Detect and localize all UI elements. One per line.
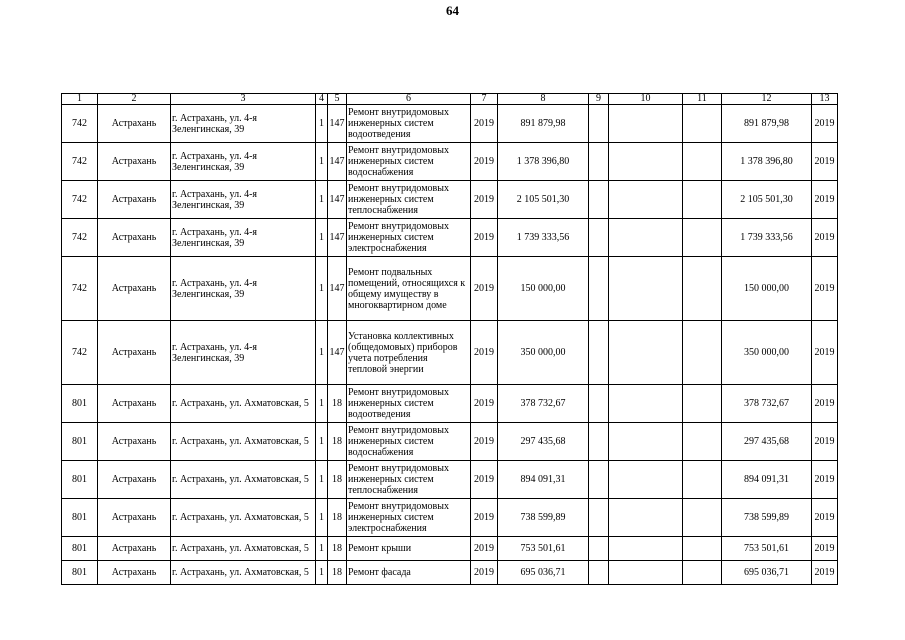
col10-cell: [609, 423, 683, 461]
table-row: [62, 181, 838, 219]
locality-cell: Астрахань: [98, 385, 171, 423]
col10-cell: [609, 257, 683, 321]
row-number-cell: 742: [62, 321, 98, 385]
year-cell: 2019: [471, 561, 498, 585]
table-row: [62, 219, 838, 257]
col13-cell: 2019: [812, 105, 838, 143]
table-row: [62, 385, 838, 423]
col4-cell: 1: [316, 537, 328, 561]
table-row: [62, 499, 838, 537]
row-number-cell: 801: [62, 461, 98, 499]
column-header: 13: [812, 94, 838, 105]
year-cell: 2019: [471, 105, 498, 143]
col4-cell: 1: [316, 257, 328, 321]
address-cell: г. Астрахань, ул. Ахматовская, 5: [171, 461, 316, 499]
col13-cell: 2019: [812, 219, 838, 257]
col11-cell: [683, 257, 722, 321]
total-cost-cell: 378 732,67: [722, 385, 812, 423]
cost-cell: 150 000,00: [498, 257, 589, 321]
col4-cell: 1: [316, 461, 328, 499]
col5-cell: 18: [328, 561, 347, 585]
row-number-cell: 801: [62, 423, 98, 461]
cost-cell: 891 879,98: [498, 105, 589, 143]
col10-cell: [609, 219, 683, 257]
page-number: 64: [446, 3, 459, 18]
address-cell: г. Астрахань, ул. Ахматовская, 5: [171, 385, 316, 423]
col11-cell: [683, 537, 722, 561]
table-row: [62, 537, 838, 561]
table-row: [62, 105, 838, 143]
col5-cell: 18: [328, 461, 347, 499]
work-type-cell: Установка коллективных (общедомовых) приборов учета потребления тепловой энергии: [347, 321, 471, 385]
work-type-cell: Ремонт внутридомовых инженерных систем теплоснабжения: [347, 461, 471, 499]
year-cell: 2019: [471, 499, 498, 537]
repair-register-table: [61, 93, 838, 585]
col9-cell: [589, 181, 609, 219]
total-cost-cell: 350 000,00: [722, 321, 812, 385]
row-number-cell: 742: [62, 257, 98, 321]
cost-cell: 894 091,31: [498, 461, 589, 499]
address-cell: г. Астрахань, ул. 4-я Зеленгинская, 39: [171, 105, 316, 143]
col5-cell: 147: [328, 257, 347, 321]
table-row: [62, 321, 838, 385]
year-cell: 2019: [471, 423, 498, 461]
col4-cell: 1: [316, 143, 328, 181]
work-type-cell: Ремонт внутридомовых инженерных систем водоотведения: [347, 105, 471, 143]
total-cost-cell: 297 435,68: [722, 423, 812, 461]
column-header: 4: [316, 94, 328, 105]
address-cell: г. Астрахань, ул. Ахматовская, 5: [171, 537, 316, 561]
col5-cell: 147: [328, 105, 347, 143]
col10-cell: [609, 385, 683, 423]
work-type-cell: Ремонт внутридомовых инженерных систем электроснабжения: [347, 499, 471, 537]
cost-cell: 738 599,89: [498, 499, 589, 537]
col9-cell: [589, 423, 609, 461]
row-number-cell: 801: [62, 537, 98, 561]
col9-cell: [589, 143, 609, 181]
col4-cell: 1: [316, 499, 328, 537]
address-cell: г. Астрахань, ул. Ахматовская, 5: [171, 423, 316, 461]
col11-cell: [683, 561, 722, 585]
col13-cell: 2019: [812, 321, 838, 385]
col13-cell: 2019: [812, 461, 838, 499]
col9-cell: [589, 499, 609, 537]
col10-cell: [609, 321, 683, 385]
total-cost-cell: 150 000,00: [722, 257, 812, 321]
total-cost-cell: 695 036,71: [722, 561, 812, 585]
col4-cell: 1: [316, 219, 328, 257]
col4-cell: 1: [316, 561, 328, 585]
column-header: 3: [171, 94, 316, 105]
col9-cell: [589, 257, 609, 321]
total-cost-cell: 894 091,31: [722, 461, 812, 499]
row-number-cell: 742: [62, 105, 98, 143]
col13-cell: 2019: [812, 499, 838, 537]
column-header: 11: [683, 94, 722, 105]
locality-cell: Астрахань: [98, 321, 171, 385]
column-header: 6: [347, 94, 471, 105]
total-cost-cell: 753 501,61: [722, 537, 812, 561]
row-number-cell: 801: [62, 499, 98, 537]
locality-cell: Астрахань: [98, 461, 171, 499]
col10-cell: [609, 499, 683, 537]
col10-cell: [609, 143, 683, 181]
cost-cell: 378 732,67: [498, 385, 589, 423]
col5-cell: 147: [328, 219, 347, 257]
col13-cell: 2019: [812, 143, 838, 181]
row-number-cell: 742: [62, 143, 98, 181]
column-number-row: [62, 94, 838, 105]
col5-cell: 147: [328, 321, 347, 385]
year-cell: 2019: [471, 219, 498, 257]
locality-cell: Астрахань: [98, 423, 171, 461]
work-type-cell: Ремонт внутридомовых инженерных систем теплоснабжения: [347, 181, 471, 219]
total-cost-cell: 2 105 501,30: [722, 181, 812, 219]
year-cell: 2019: [471, 257, 498, 321]
work-type-cell: Ремонт внутридомовых инженерных систем водоотведения: [347, 385, 471, 423]
col11-cell: [683, 143, 722, 181]
col10-cell: [609, 561, 683, 585]
locality-cell: Астрахань: [98, 219, 171, 257]
col11-cell: [683, 321, 722, 385]
year-cell: 2019: [471, 537, 498, 561]
year-cell: 2019: [471, 181, 498, 219]
work-type-cell: Ремонт внутридомовых инженерных систем водоснабжения: [347, 143, 471, 181]
work-type-cell: Ремонт внутридомовых инженерных систем водоснабжения: [347, 423, 471, 461]
address-cell: г. Астрахань, ул. 4-я Зеленгинская, 39: [171, 321, 316, 385]
col5-cell: 147: [328, 143, 347, 181]
col4-cell: 1: [316, 321, 328, 385]
col9-cell: [589, 561, 609, 585]
col9-cell: [589, 321, 609, 385]
cost-cell: 1 739 333,56: [498, 219, 589, 257]
column-header: 5: [328, 94, 347, 105]
row-number-cell: 801: [62, 385, 98, 423]
locality-cell: Астрахань: [98, 537, 171, 561]
col13-cell: 2019: [812, 181, 838, 219]
cost-cell: 695 036,71: [498, 561, 589, 585]
col5-cell: 147: [328, 181, 347, 219]
address-cell: г. Астрахань, ул. 4-я Зеленгинская, 39: [171, 257, 316, 321]
col10-cell: [609, 537, 683, 561]
work-type-cell: Ремонт подвальных помещений, относящихся к общему имуществу в многоквартирном доме: [347, 257, 471, 321]
col9-cell: [589, 105, 609, 143]
locality-cell: Астрахань: [98, 181, 171, 219]
col5-cell: 18: [328, 423, 347, 461]
col11-cell: [683, 423, 722, 461]
year-cell: 2019: [471, 461, 498, 499]
column-header: 12: [722, 94, 812, 105]
work-type-cell: Ремонт крыши: [347, 537, 471, 561]
col9-cell: [589, 219, 609, 257]
col13-cell: 2019: [812, 385, 838, 423]
column-header: 9: [589, 94, 609, 105]
year-cell: 2019: [471, 143, 498, 181]
cost-cell: 1 378 396,80: [498, 143, 589, 181]
column-header: 8: [498, 94, 589, 105]
col11-cell: [683, 461, 722, 499]
col5-cell: 18: [328, 499, 347, 537]
col11-cell: [683, 219, 722, 257]
locality-cell: Астрахань: [98, 561, 171, 585]
table-row: [62, 423, 838, 461]
cost-cell: 350 000,00: [498, 321, 589, 385]
total-cost-cell: 738 599,89: [722, 499, 812, 537]
col5-cell: 18: [328, 385, 347, 423]
address-cell: г. Астрахань, ул. 4-я Зеленгинская, 39: [171, 143, 316, 181]
table-row: [62, 257, 838, 321]
column-header: 2: [98, 94, 171, 105]
table-row: [62, 561, 838, 585]
col10-cell: [609, 105, 683, 143]
col13-cell: 2019: [812, 423, 838, 461]
locality-cell: Астрахань: [98, 257, 171, 321]
locality-cell: Астрахань: [98, 105, 171, 143]
address-cell: г. Астрахань, ул. 4-я Зеленгинская, 39: [171, 219, 316, 257]
row-number-cell: 742: [62, 181, 98, 219]
col11-cell: [683, 181, 722, 219]
col10-cell: [609, 181, 683, 219]
col13-cell: 2019: [812, 561, 838, 585]
col11-cell: [683, 105, 722, 143]
cost-cell: 297 435,68: [498, 423, 589, 461]
work-type-cell: Ремонт фасада: [347, 561, 471, 585]
work-type-cell: Ремонт внутридомовых инженерных систем электроснабжения: [347, 219, 471, 257]
col10-cell: [609, 461, 683, 499]
col9-cell: [589, 385, 609, 423]
cost-cell: 2 105 501,30: [498, 181, 589, 219]
row-number-cell: 742: [62, 219, 98, 257]
column-header: 1: [62, 94, 98, 105]
year-cell: 2019: [471, 385, 498, 423]
column-header: 10: [609, 94, 683, 105]
col13-cell: 2019: [812, 537, 838, 561]
col4-cell: 1: [316, 181, 328, 219]
address-cell: г. Астрахань, ул. Ахматовская, 5: [171, 561, 316, 585]
col9-cell: [589, 537, 609, 561]
col5-cell: 18: [328, 537, 347, 561]
year-cell: 2019: [471, 321, 498, 385]
col13-cell: 2019: [812, 257, 838, 321]
row-number-cell: 801: [62, 561, 98, 585]
locality-cell: Астрахань: [98, 499, 171, 537]
col4-cell: 1: [316, 385, 328, 423]
total-cost-cell: 1 739 333,56: [722, 219, 812, 257]
col9-cell: [589, 461, 609, 499]
total-cost-cell: 1 378 396,80: [722, 143, 812, 181]
col11-cell: [683, 499, 722, 537]
table-row: [62, 461, 838, 499]
table-row: [62, 143, 838, 181]
address-cell: г. Астрахань, ул. Ахматовская, 5: [171, 499, 316, 537]
col4-cell: 1: [316, 423, 328, 461]
cost-cell: 753 501,61: [498, 537, 589, 561]
col4-cell: 1: [316, 105, 328, 143]
column-header: 7: [471, 94, 498, 105]
locality-cell: Астрахань: [98, 143, 171, 181]
col11-cell: [683, 385, 722, 423]
total-cost-cell: 891 879,98: [722, 105, 812, 143]
address-cell: г. Астрахань, ул. 4-я Зеленгинская, 39: [171, 181, 316, 219]
